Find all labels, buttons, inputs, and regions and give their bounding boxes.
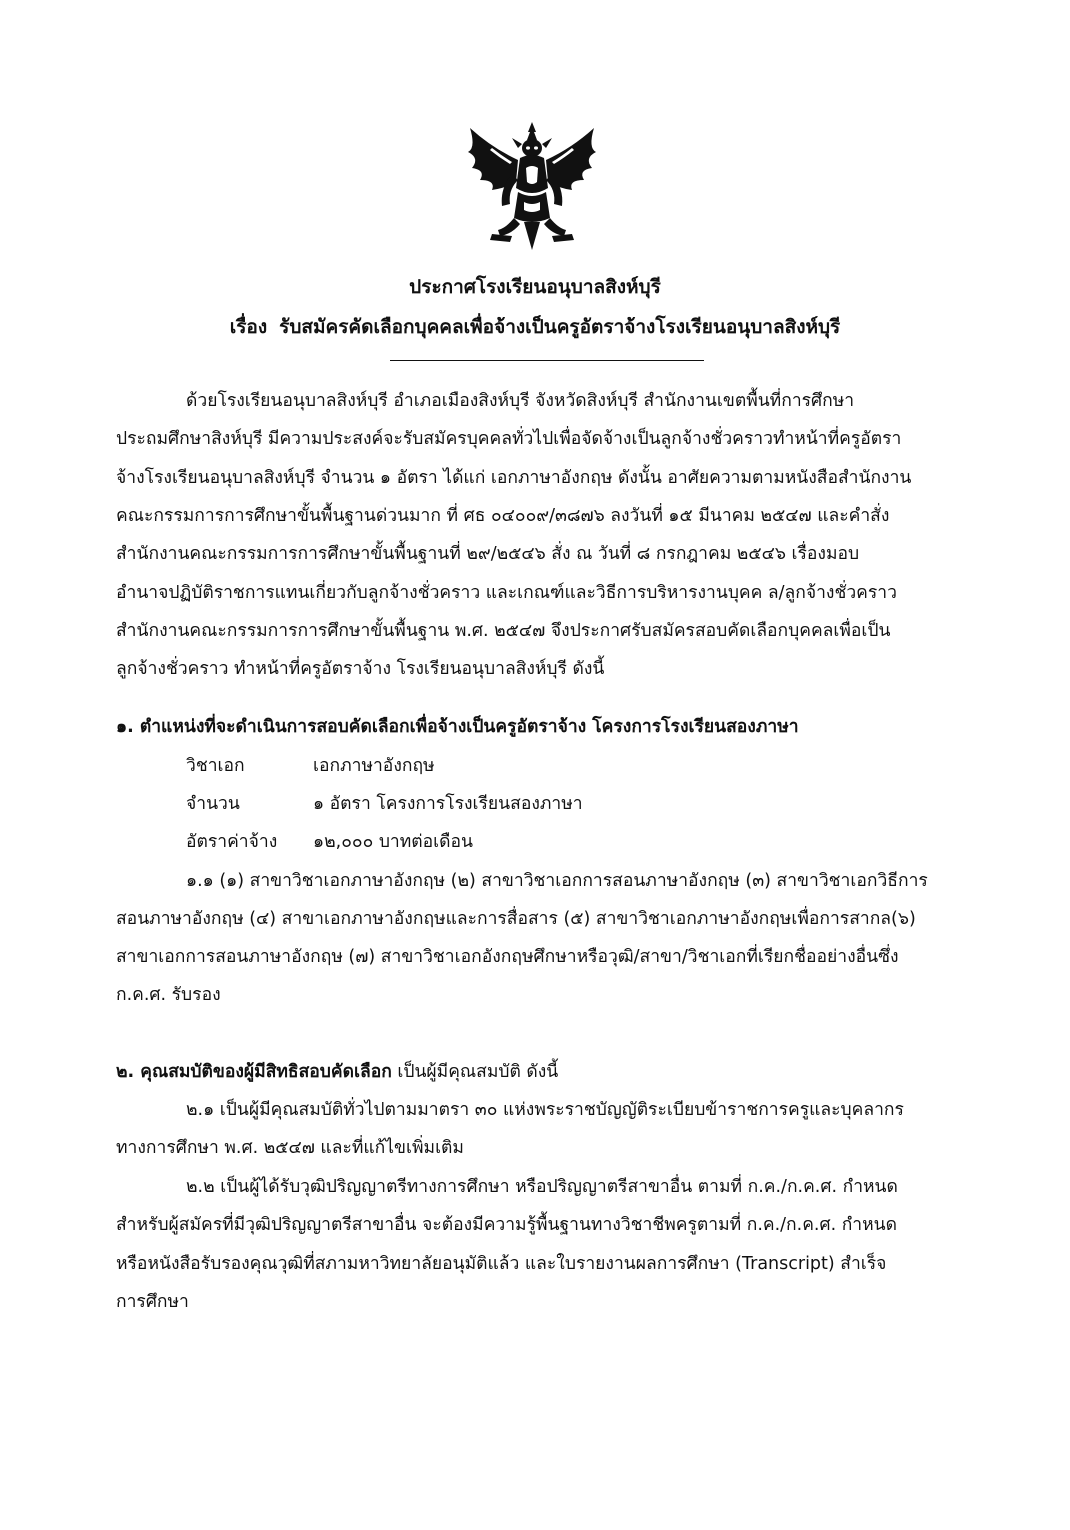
intro-line: ลูกจ้างชั่วคราว ทำหน้าที่ครูอัตราจ้าง โรงเรียนอนุบาลสิงห์บุรี ดังนี้	[116, 659, 605, 679]
intro-line: คณะกรรมการการศึกษาขั้นพื้นฐานด่วนมาก ที่ ศธ ๐๔๐๐๙/๓๘๗๖ ลงวันที่ ๑๕ มีนาคม ๒๕๔๗ และคำสั่ง	[116, 506, 890, 526]
row-value: ๑๒,๐๐๐ บาทต่อเดือน	[313, 832, 473, 852]
intro-line: จ้างโรงเรียนอนุบาลสิงห์บุรี จำนวน ๑ อัตรา ได้แก่ เอกภาษาอังกฤษ ดังนั้น อาศัยความตามหนังสือสำนักงาน	[116, 468, 912, 488]
section-2-heading-rest: เป็นผู้มีคุณสมบัติ ดังนี้	[391, 1062, 559, 1082]
row-value: เอกภาษาอังกฤษ	[313, 756, 435, 776]
qualification-line: ก.ค.ศ. รับรอง	[116, 985, 221, 1005]
intro-line: ด้วยโรงเรียนอนุบาลสิงห์บุรี อำเภอเมืองสิงห์บุรี จังหวัดสิงห์บุรี สำนักงานเขตพื้นที่การศึกษา	[186, 391, 855, 411]
row-label: อัตราค่าจ้าง	[186, 832, 278, 852]
section-2-heading	[116, 1060, 558, 1084]
row-value: ๑ อัตรา โครงการโรงเรียนสองภาษา	[313, 794, 583, 814]
qualification-line: สาขาเอกการสอนภาษาอังกฤษ (๗) สาขาวิชาเอกอังกฤษศึกษาหรือวุฒิ/สาขา/วิชาเอกที่เรียกชื่ออย่างอื่นซึ่ง	[116, 947, 899, 967]
intro-line: สำนักงานคณะกรรมการการศึกษาขั้นพื้นฐานที่ ๒๙/๒๕๔๖ สั่ง ณ วันที่ ๘ กรกฎาคม ๒๕๔๖ เรื่องมอบ	[116, 544, 860, 564]
qualification-line: สอนภาษาอังกฤษ (๔) สาขาเอกภาษาอังกฤษและการสื่อสาร (๕) สาขาวิชาเอกภาษาอังกฤษเพื่อการสากล(๖)	[116, 909, 916, 929]
eligibility-line: ๒.๒ เป็นผู้ได้รับวุฒิปริญญาตรีทางการศึกษา หรือปริญญาตรีสาขาอื่น ตามที่ ก.ค./ก.ค.ศ. กำหนด	[186, 1177, 898, 1197]
subject-text: รับสมัครคัดเลือกบุคคลเพื่อจ้างเป็นครูอัตราจ้างโรงเรียนอนุบาลสิงห์บุรี	[279, 316, 841, 338]
row-label: วิชาเอก	[186, 756, 245, 776]
header-divider	[390, 360, 704, 361]
eligibility-line: ๒.๑ เป็นผู้มีคุณสมบัติทั่วไปตามมาตรา ๓๐ แห่งพระราชบัญญัติระเบียบข้าราชการครูและบุคลากร	[186, 1100, 904, 1120]
intro-line: อำนาจปฏิบัติราชการแทนเกี่ยวกับลูกจ้างชั่วคราว และเกณฑ์และวิธีการบริหารงานบุคค ล/ลูกจ้างชั่วคราว	[116, 583, 897, 603]
eligibility-line: การศึกษา	[116, 1292, 189, 1312]
intro-line: สำนักงานคณะกรรมการการศึกษาขั้นพื้นฐาน พ.ศ. ๒๕๔๗ จึงประกาศรับสมัครสอบคัดเลือกบุคคลเพื่อเป็น	[116, 621, 891, 641]
announcement-title: ประกาศโรงเรียนอนุบาลสิงห์บุรี	[409, 276, 661, 298]
subject-label: เรื่อง	[229, 316, 268, 338]
qualification-line: ๑.๑ (๑) สาขาวิชาเอกภาษาอังกฤษ (๒) สาขาวิชาเอกการสอนภาษาอังกฤษ (๓) สาขาวิชาเอกวิธีการ	[186, 871, 928, 891]
garuda-emblem-icon	[462, 118, 602, 258]
eligibility-line: หรือหนังสือรับรองคุณวุฒิที่สภามหาวิทยาลัยอนุมัติแล้ว และใบรายงานผลการศึกษา (Transcript) สำเร็จ	[116, 1254, 887, 1274]
position-row	[186, 754, 435, 778]
eligibility-line: สำหรับผู้สมัครที่มีวุฒิปริญญาตรีสาขาอื่น จะต้องมีความรู้พื้นฐานทางวิชาชีพครูตามที่ ก.ค./ก.ค.ศ. กำหนด	[116, 1215, 897, 1235]
position-row	[186, 792, 583, 816]
position-row	[186, 830, 473, 854]
section-2-heading-bold: ๒. คุณสมบัติของผู้มีสิทธิสอบคัดเลือก	[116, 1062, 392, 1082]
row-label: จำนวน	[186, 794, 240, 814]
announcement-subject	[0, 314, 1070, 340]
eligibility-line: ทางการศึกษา พ.ศ. ๒๕๔๗ และที่แก้ไขเพิ่มเติม	[116, 1138, 464, 1158]
section-1-heading: ๑. ตำแหน่งที่จะดำเนินการสอบคัดเลือกเพื่อจ้างเป็นครูอัตราจ้าง โครงการโรงเรียนสองภาษา	[116, 717, 799, 737]
intro-line: ประถมศึกษาสิงห์บุรี มีความประสงค์จะรับสมัครบุคคลทั่วไปเพื่อจัดจ้างเป็นลูกจ้างชั่วคราวทำหน้าที่ครูอัตรา	[116, 429, 902, 449]
